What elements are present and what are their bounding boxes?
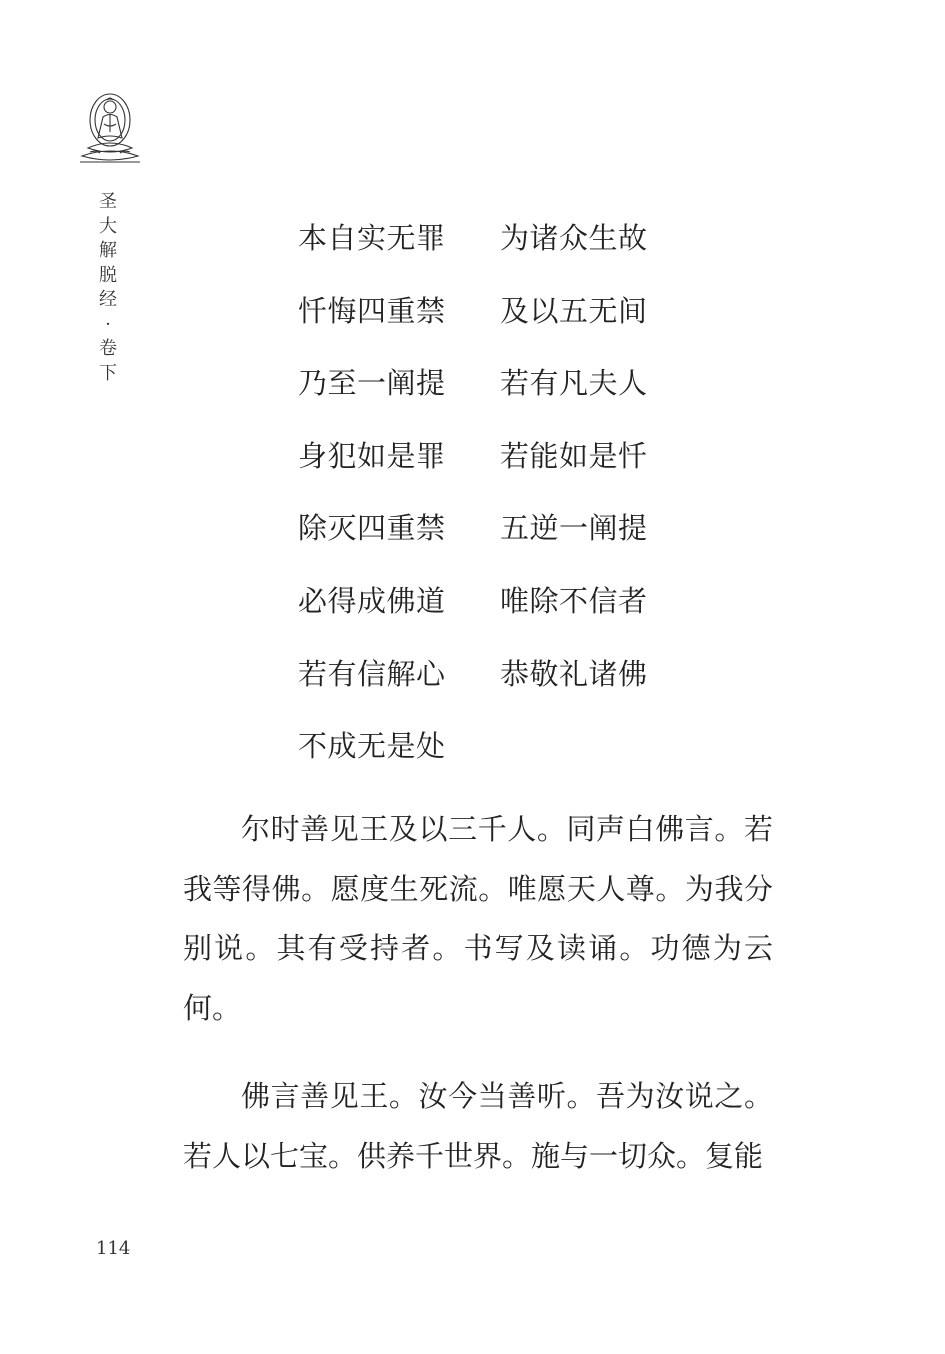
verse-row	[298, 218, 702, 291]
verse-line: 忏悔四重禁	[298, 293, 446, 328]
running-title: 圣 大 解 脱 经 · 卷 下	[99, 191, 117, 384]
verse-line: 若能如是忏	[500, 438, 648, 473]
verse-line: 乃至一阐提	[298, 366, 446, 401]
verse-block	[298, 218, 702, 799]
verse-row	[298, 581, 702, 654]
verse-row	[298, 436, 702, 509]
verse-row	[298, 291, 702, 364]
verse-row	[298, 363, 702, 436]
verse-row	[298, 508, 702, 581]
verse-line: 若有信解心	[298, 656, 446, 691]
verse-line: 若有凡夫人	[500, 366, 648, 401]
paragraph-text: 佛言善见王。汝今当善听。吾为汝说之。若人以七宝。供养千世界。施与一切众。复能	[183, 1079, 773, 1173]
verse-row	[298, 654, 702, 727]
verse-line: 除灭四重禁	[298, 511, 446, 546]
verse-line: 唯除不信者	[500, 583, 648, 618]
verse-line	[500, 726, 702, 799]
verse-line: 恭敬礼诸佛	[500, 656, 648, 691]
page-number: 114	[96, 1238, 131, 1259]
verse-line: 必得成佛道	[298, 583, 446, 618]
verse-line: 为诸众生故	[500, 221, 648, 255]
verse-line: 五逆一阐提	[500, 511, 648, 546]
paragraph-text: 尔时善见王及以三千人。同声白佛言。若我等得佛。愿度生死流。唯愿天人尊。为我分别说。其有受持者。书写及读诵。功德为云何。	[183, 812, 773, 1025]
body-paragraph	[183, 1067, 773, 1186]
verse-line: 本自实无罪	[298, 221, 446, 255]
verse-line: 不成无是处	[298, 729, 446, 764]
verse-line: 及以五无间	[500, 293, 648, 328]
verse-row	[298, 726, 702, 799]
seated-buddha-icon	[76, 90, 144, 168]
body-paragraph	[183, 800, 773, 1038]
verse-line: 身犯如是罪	[298, 438, 446, 473]
